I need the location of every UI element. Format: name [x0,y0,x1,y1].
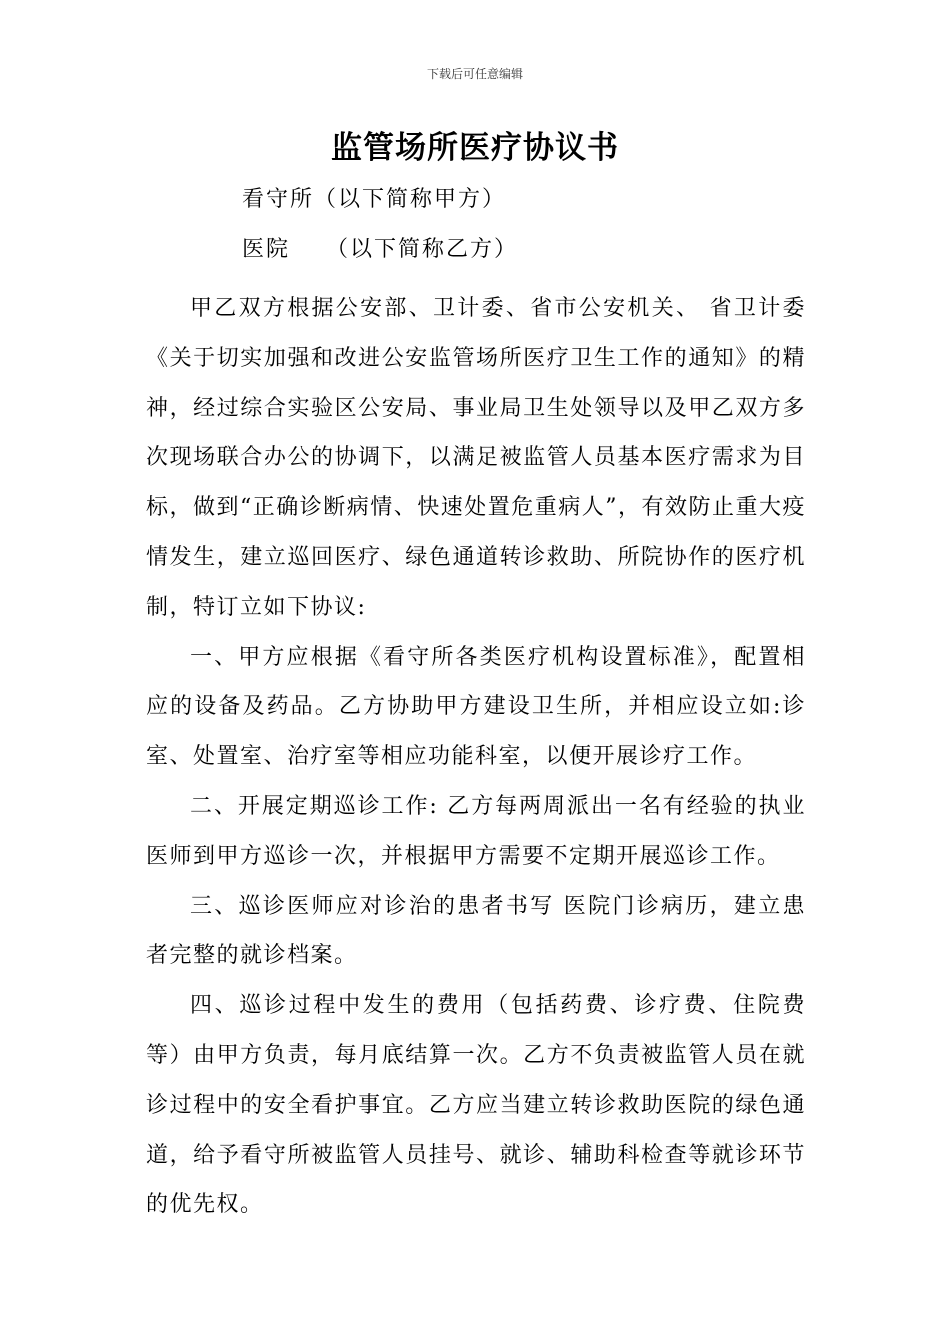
paragraph-clause-2: 二、开展定期巡诊工作: 乙方每两周派出一名有经验的执业医师到甲方巡诊一次，并根据甲方需要不定期开展巡诊工作。 [146,793,806,869]
party-a-line: 看守所（以下简称甲方） [242,187,507,212]
paragraph-clause-3: 三、巡诊医师应对诊治的患者书写 医院门诊病历，建立患者完整的就诊档案。 [146,893,806,969]
document-body [146,284,806,1230]
paragraph-clause-4: 四、巡诊过程中发生的费用（包括药费、诊疗费、住院费等）由甲方负责，每月底结算一次。乙方不负责被监管人员在就诊过程中的安全看护事宜。乙方应当建立转诊救助医院的绿色通道，给予看守所被监管人员挂号、就诊、辅助科检查等就诊环节的优先权。 [146,993,806,1218]
header-note: 下载后可任意编辑 [426,67,523,81]
party-b-line: 医院 （以下简称乙方） [242,237,518,262]
document-title: 监管场所医疗协议书 [331,130,619,166]
paragraph-clause-1: 一、甲方应根据《看守所各类医疗机构设置标准》，配置相应的设备及药品。乙方协助甲方建设卫生所，并相应设立如:诊室、处置室、治疗室等相应功能科室，以便开展诊疗工作。 [146,644,806,770]
paragraph-intro: 甲乙双方根据公安部、卫计委、省市公安机关、 省卫计委《关于切实加强和改进公安监管场所医疗卫生工作的通知》的精神，经过综合实验区公安局、事业局卫生处领导以及甲乙双方多次现场联合办公的协调下，以满足被监管人员基本医疗需求为目标，做到“正确诊断病情、快速处置危重病人”，有效防止重大疫情发生，建立巡回医疗、绿色通道转诊救助、所院协作的医疗机制，特订立如下协议: [146,296,806,620]
